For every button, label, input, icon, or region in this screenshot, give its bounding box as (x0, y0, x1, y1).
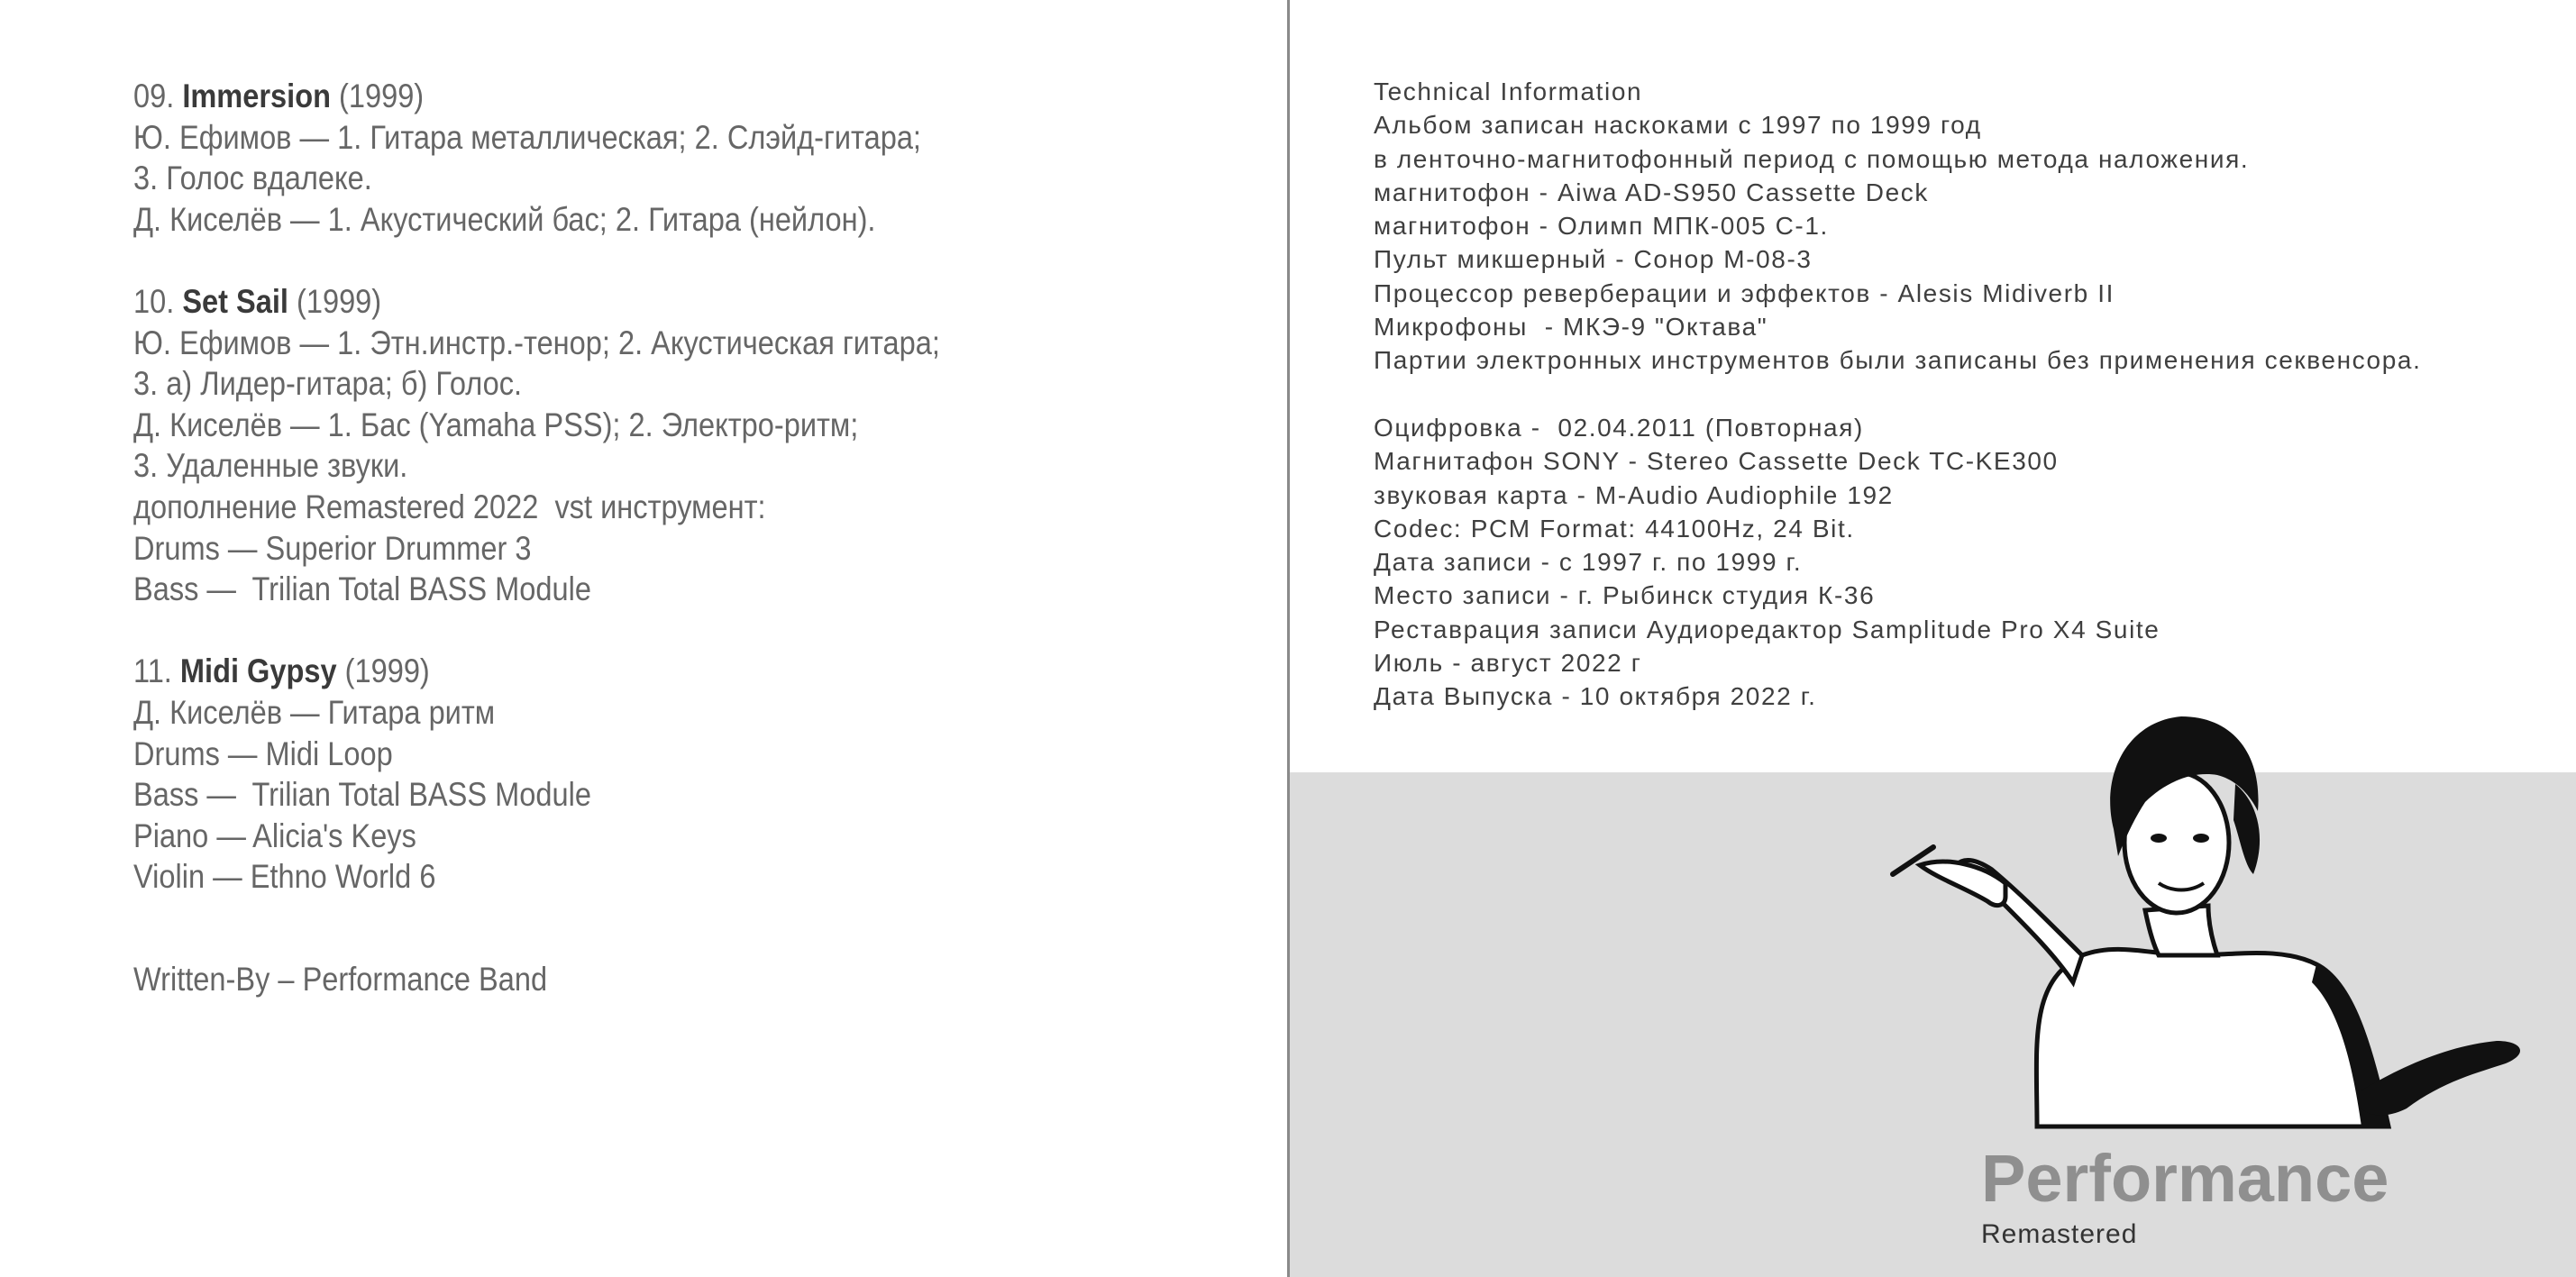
tech-line: Магнитафон SONY - Stereo Cassette Deck TC-KE300 (1374, 447, 2059, 476)
track-title: Immersion (182, 78, 331, 114)
tech-line: Альбом записан наскоками с 1997 по 1999 год (1374, 111, 1982, 140)
credit-line: Violin — Ethno World 6 (133, 858, 436, 896)
tech-line: Дата Выпуска - 10 октября 2022 г. (1374, 682, 1817, 711)
track-heading (133, 76, 1117, 117)
tech-line: магнитофон - Aiwa AD-S950 Cassette Deck (1374, 178, 1929, 206)
tech-line: Дата записи - с 1997 г. по 1999 г. (1374, 548, 1803, 577)
musician-illustration (1812, 685, 2533, 1136)
track-number: 11. (133, 652, 172, 690)
track-year: (1999) (339, 78, 425, 114)
track-heading (133, 651, 1117, 692)
credit-line: Ю. Ефимов — 1. Этн.инстр.-тенор; 2. Акустическая гитара; (133, 324, 940, 361)
track-year: (1999) (297, 282, 382, 320)
tech-line: Пульт микшерный - Сонор М-08-3 (1374, 245, 1813, 274)
tech-heading: Technical Information (1374, 78, 1643, 105)
credit-line: Д. Киселёв — 1. Акустический бас; 2. Гитара (нейлон). (133, 200, 876, 238)
album-subtitle: Remastered (1981, 1219, 2138, 1249)
track-title: Set Sail (182, 282, 288, 320)
credit-line: Bass — Trilian Total BASS Module (133, 776, 591, 814)
credit-line: Drums — Superior Drummer 3 (133, 529, 532, 567)
credit-line: 3. Голос вдалеке. (133, 160, 372, 197)
credit-line: 3. а) Лидер-гитара; б) Голос. (133, 365, 523, 403)
tech-line: Партии электронных инструментов были записаны без применения секвенсора. (1374, 346, 2422, 375)
tech-line: Июль - август 2022 г (1374, 649, 1642, 678)
tech-line: магнитофон - Олимп МПК-005 С-1. (1374, 212, 1829, 241)
track-year: (1999) (344, 652, 430, 690)
tech-line: Оцифровка - 02.04.2011 (Повторная) (1374, 413, 1864, 442)
tech-line: Реставрация записи Аудиоредактор Samplitude Pro X4 Suite (1374, 615, 2160, 643)
tech-line: звуковая карта - M-Audio Audiophile 192 (1374, 480, 1894, 509)
technical-information (1374, 75, 2545, 714)
credit-line: Ю. Ефимов — 1. Гитара металлическая; 2. Слэйд-гитара; (133, 118, 921, 156)
credit-line: дополнение Remastered 2022 vst инструмент: (133, 488, 766, 525)
tech-line: Процессор реверберации и эффектов - Alesis Midiverb II (1374, 278, 2115, 307)
track-title: Midi Gypsy (179, 652, 337, 690)
tech-line: Место записи - г. Рыбинск студия К-36 (1374, 581, 1876, 610)
album-title: Performance (1981, 1141, 2389, 1216)
tech-line: в ленточно-магнитофонный период с помощью метода наложения. (1374, 144, 2250, 173)
track-credits (133, 76, 1117, 999)
tech-line: Микрофоны - МКЭ-9 "Октава" (1374, 313, 1768, 342)
track-number: 09. (133, 78, 175, 114)
track-number: 10. (133, 282, 175, 320)
credit-line: Bass — Trilian Total BASS Module (133, 570, 591, 608)
credit-line: 3. Удаленные звуки. (133, 447, 408, 485)
credit-line: Д. Киселёв — Гитара ритм (133, 693, 496, 731)
written-by: Written-By – Performance Band (133, 960, 548, 998)
credit-line: Д. Киселёв — 1. Бас (Yamaha PSS); 2. Электро-ритм; (133, 406, 859, 443)
credit-line: Drums — Midi Loop (133, 734, 393, 772)
credit-line: Piano — Alicia's Keys (133, 816, 416, 854)
tech-line: Codec: PCM Format: 44100Hz, 24 Bit. (1374, 514, 1855, 543)
track-heading (133, 281, 1117, 323)
